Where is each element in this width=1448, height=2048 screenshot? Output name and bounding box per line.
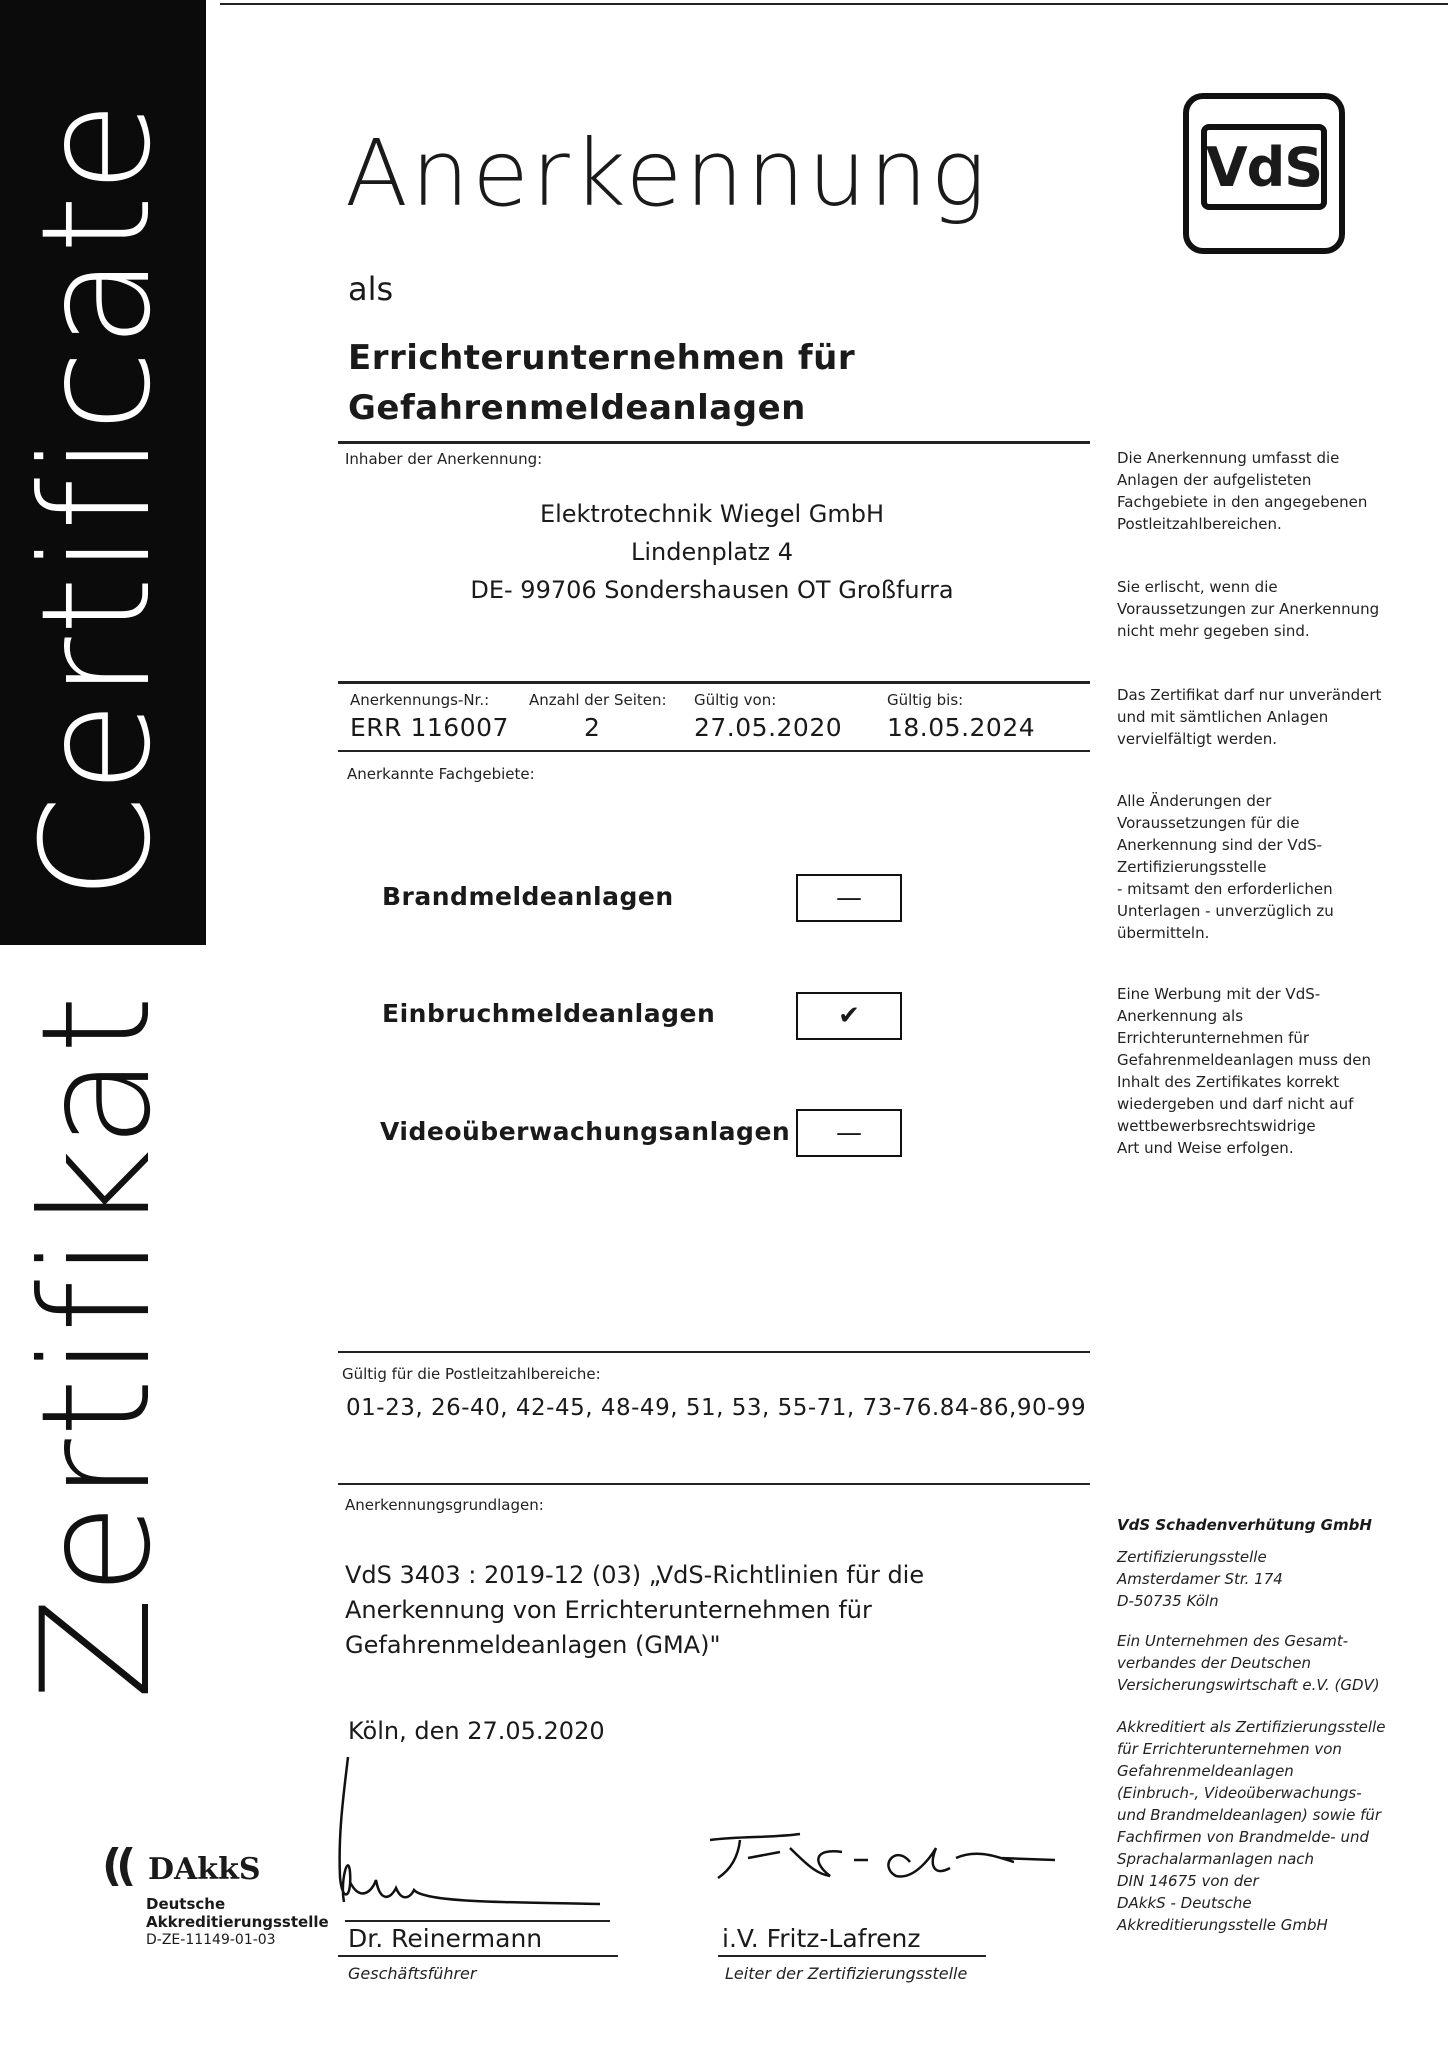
holder-company: Elektrotechnik Wiegel GmbH bbox=[539, 500, 885, 528]
note-line: Voraussetzungen für die bbox=[1117, 814, 1300, 832]
field-video-surveillance: Videoüberwachungsanlagen bbox=[380, 1117, 791, 1146]
note-line: Zertifizierungsstelle bbox=[1117, 858, 1267, 876]
note-line: Unterlagen - unverzüglich zu bbox=[1117, 902, 1334, 920]
issuer-line: und Brandmeldeanlagen) sowie für bbox=[1117, 1806, 1382, 1824]
postal-ranges: 01-23, 26-40, 42-45, 48-49, 51, 53, 55-71, 73-76.84-86,90-99 bbox=[346, 1395, 1087, 1421]
signature-line bbox=[718, 1955, 986, 1957]
heading-line: Gefahrenmeldeanlagen bbox=[348, 388, 806, 428]
signature-fritz-lafrenz bbox=[700, 1818, 1060, 1898]
holder-city: DE- 99706 Sondershausen OT Großfurra bbox=[470, 576, 954, 604]
dakks-logo: DAkkS bbox=[148, 1852, 261, 1887]
issuer-line: Fachfirmen von Brandmelde- und bbox=[1117, 1828, 1370, 1846]
note-line: Anerkennung sind der VdS- bbox=[1117, 836, 1323, 854]
band-word-zertifikat: Zertifikat bbox=[10, 993, 184, 1700]
certificate-heading bbox=[348, 333, 855, 433]
basis-line: Gefahrenmeldeanlagen (GMA)" bbox=[345, 1631, 721, 1659]
band-word-certificate: Certificate bbox=[10, 98, 184, 900]
video-surveillance-checkbox: — bbox=[796, 1109, 902, 1157]
valid-to-value: 18.05.2024 bbox=[887, 713, 1036, 742]
field-fire-alarm: Brandmeldeanlagen bbox=[382, 882, 674, 911]
dakks-accreditation-number: D-ZE-11149-01-03 bbox=[146, 1932, 276, 1948]
holder-street: Lindenplatz 4 bbox=[631, 538, 793, 566]
issuer-line: DIN 14675 von der bbox=[1117, 1872, 1259, 1890]
note-line: Alle Änderungen der bbox=[1117, 792, 1272, 810]
issuer-line: DAkkS - Deutsche bbox=[1117, 1894, 1252, 1912]
note-line: Errichterunternehmen für bbox=[1117, 1029, 1310, 1047]
basis-label: Anerkennungsgrundlagen: bbox=[345, 1496, 544, 1514]
top-border-line bbox=[220, 3, 1448, 5]
dakks-line2: Akkreditierungsstelle bbox=[146, 1913, 329, 1931]
issuer-line: Ein Unternehmen des Gesamt- bbox=[1117, 1632, 1349, 1650]
note-line: und mit sämtlichen Anlagen bbox=[1117, 708, 1329, 726]
note-line: - mitsamt den erforderlichen bbox=[1117, 880, 1333, 898]
note-changes bbox=[1117, 790, 1407, 944]
note-line: Gefahrenmeldeanlagen muss den bbox=[1117, 1051, 1372, 1069]
fields-label: Anerkannte Fachgebiete: bbox=[347, 765, 535, 783]
issuer-name: VdS Schadenverhütung GmbH bbox=[1117, 1516, 1372, 1534]
issuer-line: Amsterdamer Str. 174 bbox=[1117, 1570, 1283, 1588]
issuer-line: verbandes der Deutschen bbox=[1117, 1654, 1311, 1672]
dakks-mark-icon: (( bbox=[102, 1840, 131, 1891]
document-title: Anerkennung bbox=[345, 120, 989, 227]
signer1-role: Geschäftsführer bbox=[348, 1964, 477, 1983]
note-line: übermitteln. bbox=[1117, 924, 1210, 942]
note-line: Eine Werbung mit der VdS- bbox=[1117, 985, 1321, 1003]
issuer-address bbox=[1117, 1546, 1407, 1612]
dakks-line1: Deutsche bbox=[146, 1895, 226, 1913]
signer2-role: Leiter der Zertifizierungsstelle bbox=[725, 1964, 968, 1983]
note-line: Postleitzahlbereichen. bbox=[1117, 515, 1282, 533]
divider bbox=[338, 681, 1090, 684]
pages-value: 2 bbox=[584, 713, 601, 742]
place-and-date: Köln, den 27.05.2020 bbox=[348, 1717, 605, 1745]
signer2-name: i.V. Fritz-Lafrenz bbox=[722, 1924, 921, 1953]
note-line: Sie erlischt, wenn die bbox=[1117, 578, 1278, 596]
note-line: wiedergeben und darf nicht auf bbox=[1117, 1095, 1354, 1113]
basis-line: VdS 3403 : 2019-12 (03) „VdS-Richtlinien für die bbox=[345, 1561, 925, 1589]
holder-label: Inhaber der Anerkennung: bbox=[345, 450, 543, 468]
field-intrusion-alarm: Einbruchmeldeanlagen bbox=[382, 999, 716, 1028]
note-line: wettbewerbsrechtswidrige bbox=[1117, 1117, 1316, 1135]
number-value: ERR 116007 bbox=[350, 713, 509, 742]
issuer-line: Sprachalarmanlagen nach bbox=[1117, 1850, 1315, 1868]
divider bbox=[338, 750, 1090, 752]
note-line: vervielfältigt werden. bbox=[1117, 730, 1277, 748]
note-line: Anlagen der aufgelisteten bbox=[1117, 471, 1312, 489]
note-copy bbox=[1117, 684, 1407, 750]
note-line: Art und Weise erfolgen. bbox=[1117, 1139, 1294, 1157]
valid-from-label: Gültig von: bbox=[694, 691, 777, 709]
vds-logo bbox=[1183, 93, 1345, 254]
divider bbox=[338, 1483, 1090, 1485]
holder-address bbox=[338, 495, 1086, 609]
issuer-line: Akkreditiert als Zertifizierungsstelle bbox=[1117, 1718, 1386, 1736]
issuer-line: für Errichterunternehmen von bbox=[1117, 1740, 1342, 1758]
signature-line bbox=[345, 1920, 610, 1922]
document-subtitle: als bbox=[348, 270, 394, 308]
note-line: Das Zertifikat darf nur unverändert bbox=[1117, 686, 1382, 704]
valid-from-value: 27.05.2020 bbox=[694, 713, 843, 742]
issuer-line: D-50735 Köln bbox=[1117, 1592, 1219, 1610]
issuer-line: Akkreditierungsstelle GmbH bbox=[1117, 1916, 1328, 1934]
postal-label: Gültig für die Postleitzahlbereiche: bbox=[342, 1365, 601, 1383]
vds-logo-text: VdS bbox=[1201, 124, 1327, 210]
issuer-line: (Einbruch-, Videoüberwachungs- bbox=[1117, 1784, 1362, 1802]
pages-label: Anzahl der Seiten: bbox=[529, 691, 667, 709]
issuer-line: Gefahrenmeldeanlagen bbox=[1117, 1762, 1294, 1780]
note-line: Fachgebiete in den angegebenen bbox=[1117, 493, 1368, 511]
basis-text bbox=[345, 1558, 965, 1663]
divider bbox=[338, 1351, 1090, 1353]
note-scope bbox=[1117, 447, 1407, 535]
note-line: nicht mehr gegeben sind. bbox=[1117, 622, 1310, 640]
signature-reinermann bbox=[330, 1752, 610, 1932]
note-line: Voraussetzungen zur Anerkennung bbox=[1117, 600, 1380, 618]
number-label: Anerkennungs-Nr.: bbox=[350, 691, 490, 709]
issuer-accreditation bbox=[1117, 1716, 1407, 1936]
issuer-line: Zertifizierungsstelle bbox=[1117, 1548, 1267, 1566]
note-expiry bbox=[1117, 576, 1407, 642]
note-line: Inhalt des Zertifikates korrekt bbox=[1117, 1073, 1340, 1091]
signature-line bbox=[338, 1955, 618, 1957]
divider bbox=[338, 441, 1090, 444]
issuer-membership bbox=[1117, 1630, 1407, 1696]
valid-to-label: Gültig bis: bbox=[887, 691, 964, 709]
note-line: Die Anerkennung umfasst die bbox=[1117, 449, 1340, 467]
intrusion-alarm-checkbox: ✔ bbox=[796, 992, 902, 1040]
basis-line: Anerkennung von Errichterunternehmen für bbox=[345, 1596, 872, 1624]
issuer-line: Versicherungswirtschaft e.V. (GDV) bbox=[1117, 1676, 1380, 1694]
note-advertising bbox=[1117, 983, 1407, 1159]
heading-line: Errichterunternehmen für bbox=[348, 338, 856, 378]
fire-alarm-checkbox: — bbox=[796, 874, 902, 922]
signer1-name: Dr. Reinermann bbox=[348, 1924, 543, 1953]
note-line: Anerkennung als bbox=[1117, 1007, 1244, 1025]
